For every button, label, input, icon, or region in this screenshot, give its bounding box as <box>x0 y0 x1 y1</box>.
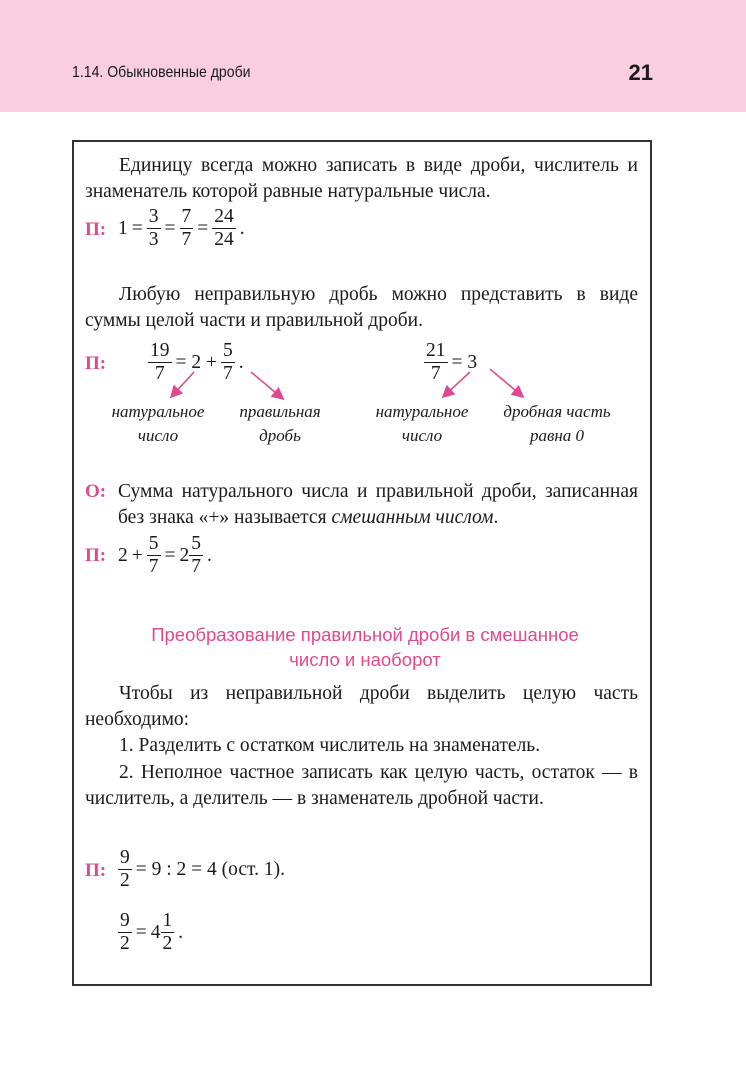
note-line: дробная часть <box>503 402 611 421</box>
note-line: дробь <box>259 426 301 445</box>
paragraph-unit-fraction: Единицу всегда можно записать в виде дроби, числитель и знаменатель которой равные натуральные числа. <box>85 155 638 202</box>
mixed-number <box>151 910 175 955</box>
fraction <box>118 847 132 892</box>
step-2: 2. Неполное частное записать как целую часть, остаток — в числитель, а делитель — в знаменатель дробной части. <box>85 762 638 809</box>
paragraph-instructions: Чтобы из неправильной дроби выделить целую часть необходимо: <box>85 683 638 730</box>
math-expression: = 3 <box>451 351 478 373</box>
fraction <box>147 533 161 578</box>
denominator: 3 <box>148 229 159 250</box>
example-mixed-number <box>118 533 212 578</box>
denominator: 2 <box>162 933 173 954</box>
arrow-to-proper <box>251 372 282 398</box>
example-label: П: <box>85 545 107 566</box>
denominator: 7 <box>181 229 192 250</box>
section-title-line: Преобразование правильной дроби в смешанное <box>151 624 579 645</box>
math-equals: = <box>131 217 143 239</box>
numerator: 5 <box>223 340 233 361</box>
definition-label: О: <box>85 481 107 502</box>
math-whole: 2 <box>118 544 128 566</box>
math-equals: = <box>164 544 176 566</box>
page-number: 21 <box>628 60 653 85</box>
note-natural-number <box>98 400 218 448</box>
math-period: . <box>238 351 244 373</box>
numerator: 21 <box>426 340 446 361</box>
note-line: натуральное <box>375 402 469 421</box>
definition-text: Сумма натурального числа и правильной дроби, записанная без знака «+» называется <box>118 481 638 528</box>
example-label: П: <box>85 353 107 374</box>
math-expression: = 2 + <box>175 351 217 373</box>
arrow-to-natural <box>444 372 470 396</box>
definition-period: . <box>493 507 499 528</box>
math-plus: + <box>131 544 143 566</box>
note-line: число <box>401 426 443 445</box>
definition-mixed-number <box>118 479 638 531</box>
arrow-to-fraction-part <box>490 369 522 396</box>
denominator: 7 <box>148 556 159 577</box>
note-fraction-part <box>490 400 624 448</box>
numerator: 7 <box>181 206 192 227</box>
math-one: 1 <box>118 217 128 239</box>
numerator: 5 <box>191 533 201 554</box>
example-mixed-result <box>118 910 183 955</box>
denominator: 7 <box>430 363 441 384</box>
math-equals: = <box>135 921 147 943</box>
arrow-to-natural <box>172 372 194 396</box>
numerator: 24 <box>214 206 234 227</box>
numerator: 5 <box>148 533 159 554</box>
math-whole: 4 <box>150 921 161 943</box>
paragraph-improper-fraction: Любую неправильную дробь можно представить в виде суммы целой части и правильной дроби. <box>85 284 638 331</box>
denominator: 2 <box>120 870 130 891</box>
step-1: 1. Разделить с остатком числитель на знаменатель. <box>119 735 541 756</box>
fraction <box>118 910 132 955</box>
denominator: 7 <box>154 363 165 384</box>
numerator: 3 <box>148 206 159 227</box>
fraction <box>161 910 175 955</box>
mixed-number <box>180 533 204 578</box>
note-line: число <box>137 426 179 445</box>
math-period: . <box>178 921 184 943</box>
example-division <box>118 847 285 892</box>
numerator: 19 <box>150 340 170 361</box>
fraction <box>189 533 203 578</box>
math-equals: = <box>197 217 209 239</box>
math-period: . <box>207 544 212 566</box>
note-line: правильная <box>239 402 321 421</box>
math-whole: 2 <box>179 544 190 566</box>
numerator: 9 <box>120 910 130 931</box>
denominator: 7 <box>191 556 201 577</box>
numerator: 9 <box>120 847 130 868</box>
section-title-line: число и наоборот <box>289 649 441 670</box>
denominator: 24 <box>214 229 234 250</box>
note-proper-fraction <box>224 400 336 448</box>
example-label: П: <box>85 219 107 240</box>
denominator: 7 <box>223 363 233 384</box>
note-line: равна 0 <box>529 426 585 445</box>
chapter-title: 1.14. Обыкновенные дроби <box>72 64 251 81</box>
denominator: 2 <box>120 933 130 954</box>
example-label: П: <box>85 860 107 881</box>
note-line: натуральное <box>111 402 205 421</box>
math-expression: = 9 : 2 = 4 (ост. 1). <box>135 858 285 880</box>
definition-term: смешанным числом <box>331 507 494 528</box>
section-title <box>85 622 645 672</box>
math-period: . <box>239 217 245 239</box>
math-equals: = <box>164 217 176 239</box>
note-natural-number <box>362 400 482 448</box>
numerator: 1 <box>162 910 173 931</box>
